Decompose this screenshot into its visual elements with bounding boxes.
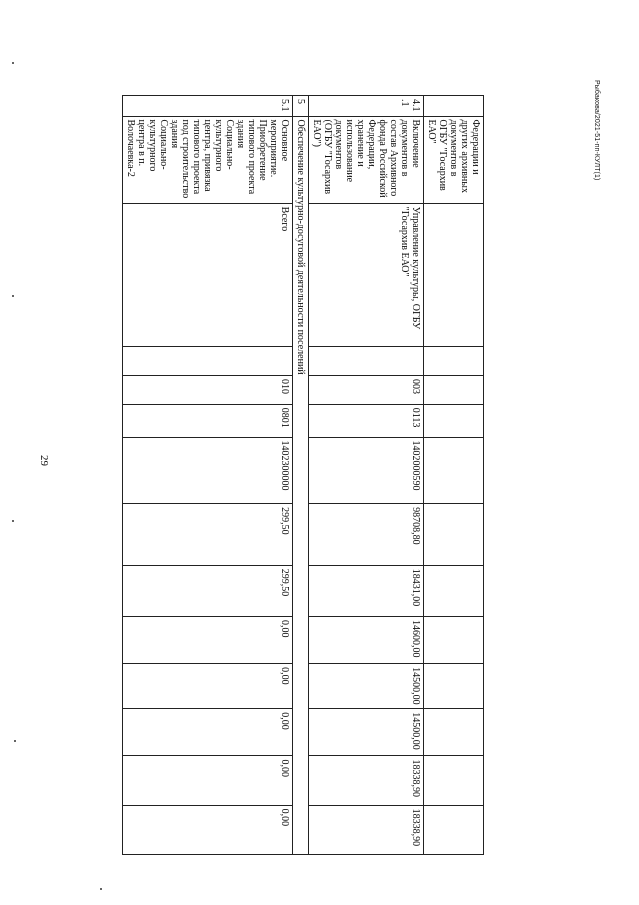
cell-year: 18338,90 xyxy=(309,756,424,805)
cell-blank xyxy=(424,805,484,854)
cell-name: Включение документов в состав Архивного фонда Российской Федерации, хранение и использование документов (ОГБУ "Госархив ЕАО") xyxy=(309,116,424,203)
cell-blank xyxy=(123,347,293,376)
cell-num: 5 xyxy=(293,96,309,117)
cell-blank xyxy=(424,709,484,756)
cell-year: 14500,00 xyxy=(309,709,424,756)
cell-blank xyxy=(424,565,484,616)
section-title: Обеспечение культурно-досуговой деятельности поселений xyxy=(293,116,309,855)
cell-executor: Всего xyxy=(123,203,293,347)
cell-executor: Управление культуры, ОГБУ "Госархив ЕАО" xyxy=(309,203,424,347)
table-row xyxy=(293,96,309,855)
cell-rzpr: 0801 xyxy=(123,404,293,437)
cell-name: Основное мероприятие. Приобретение типового проекта здания Социально-культурного центра, привязка типового проекта под строительство здания Социально-культурного центра в п. Волочаевка-2 xyxy=(123,116,293,203)
speck-mark xyxy=(100,888,102,890)
cell-executor xyxy=(424,203,484,347)
speck-mark xyxy=(12,520,14,522)
table-row xyxy=(123,96,293,855)
table-row xyxy=(424,96,484,855)
cell-num xyxy=(424,96,484,117)
cell-year: 0,00 xyxy=(123,756,293,805)
rotated-table xyxy=(104,95,484,855)
cell-name: Федерации и других архивных документов в ОГБУ "Госархив ЕАО" xyxy=(424,116,484,203)
cell-csr: 1402300000 xyxy=(123,437,293,504)
speck-mark xyxy=(14,740,16,742)
cell-year: 0,00 xyxy=(123,709,293,756)
cell-rzpr: 0113 xyxy=(309,404,424,437)
speck-mark xyxy=(12,62,14,64)
cell-blank xyxy=(309,347,424,376)
table-row xyxy=(309,96,424,855)
cell-total: 299,50 xyxy=(123,504,293,566)
cell-blank xyxy=(424,664,484,709)
cell-blank xyxy=(424,437,484,504)
speck-mark xyxy=(12,295,14,297)
cell-csr: 1402000590 xyxy=(309,437,424,504)
cell-year: 299,50 xyxy=(123,565,293,616)
cell-year: 18431,00 xyxy=(309,565,424,616)
cell-grbs: 010 xyxy=(123,375,293,404)
cell-blank xyxy=(424,375,484,404)
cell-year: 14500,00 xyxy=(309,664,424,709)
document-id-stamp: Рыбакова/2021-51-пп-КУЛТ(1) xyxy=(593,80,600,181)
cell-blank xyxy=(424,616,484,663)
cell-total: 98708,80 xyxy=(309,504,424,566)
cell-grbs: 003 xyxy=(309,375,424,404)
cell-num: 4.1.1 xyxy=(309,96,424,117)
page-number: 29 xyxy=(38,455,50,466)
cell-blank xyxy=(424,347,484,376)
cell-year: 0,00 xyxy=(123,805,293,854)
cell-blank xyxy=(424,404,484,437)
cell-num: 5.1 xyxy=(123,96,293,117)
cell-blank xyxy=(424,504,484,566)
cell-blank xyxy=(424,756,484,805)
cell-year: 0,00 xyxy=(123,616,293,663)
cell-year: 14600,00 xyxy=(309,616,424,663)
program-table xyxy=(122,95,484,855)
cell-year: 18338,90 xyxy=(309,805,424,854)
cell-year: 0,00 xyxy=(123,664,293,709)
